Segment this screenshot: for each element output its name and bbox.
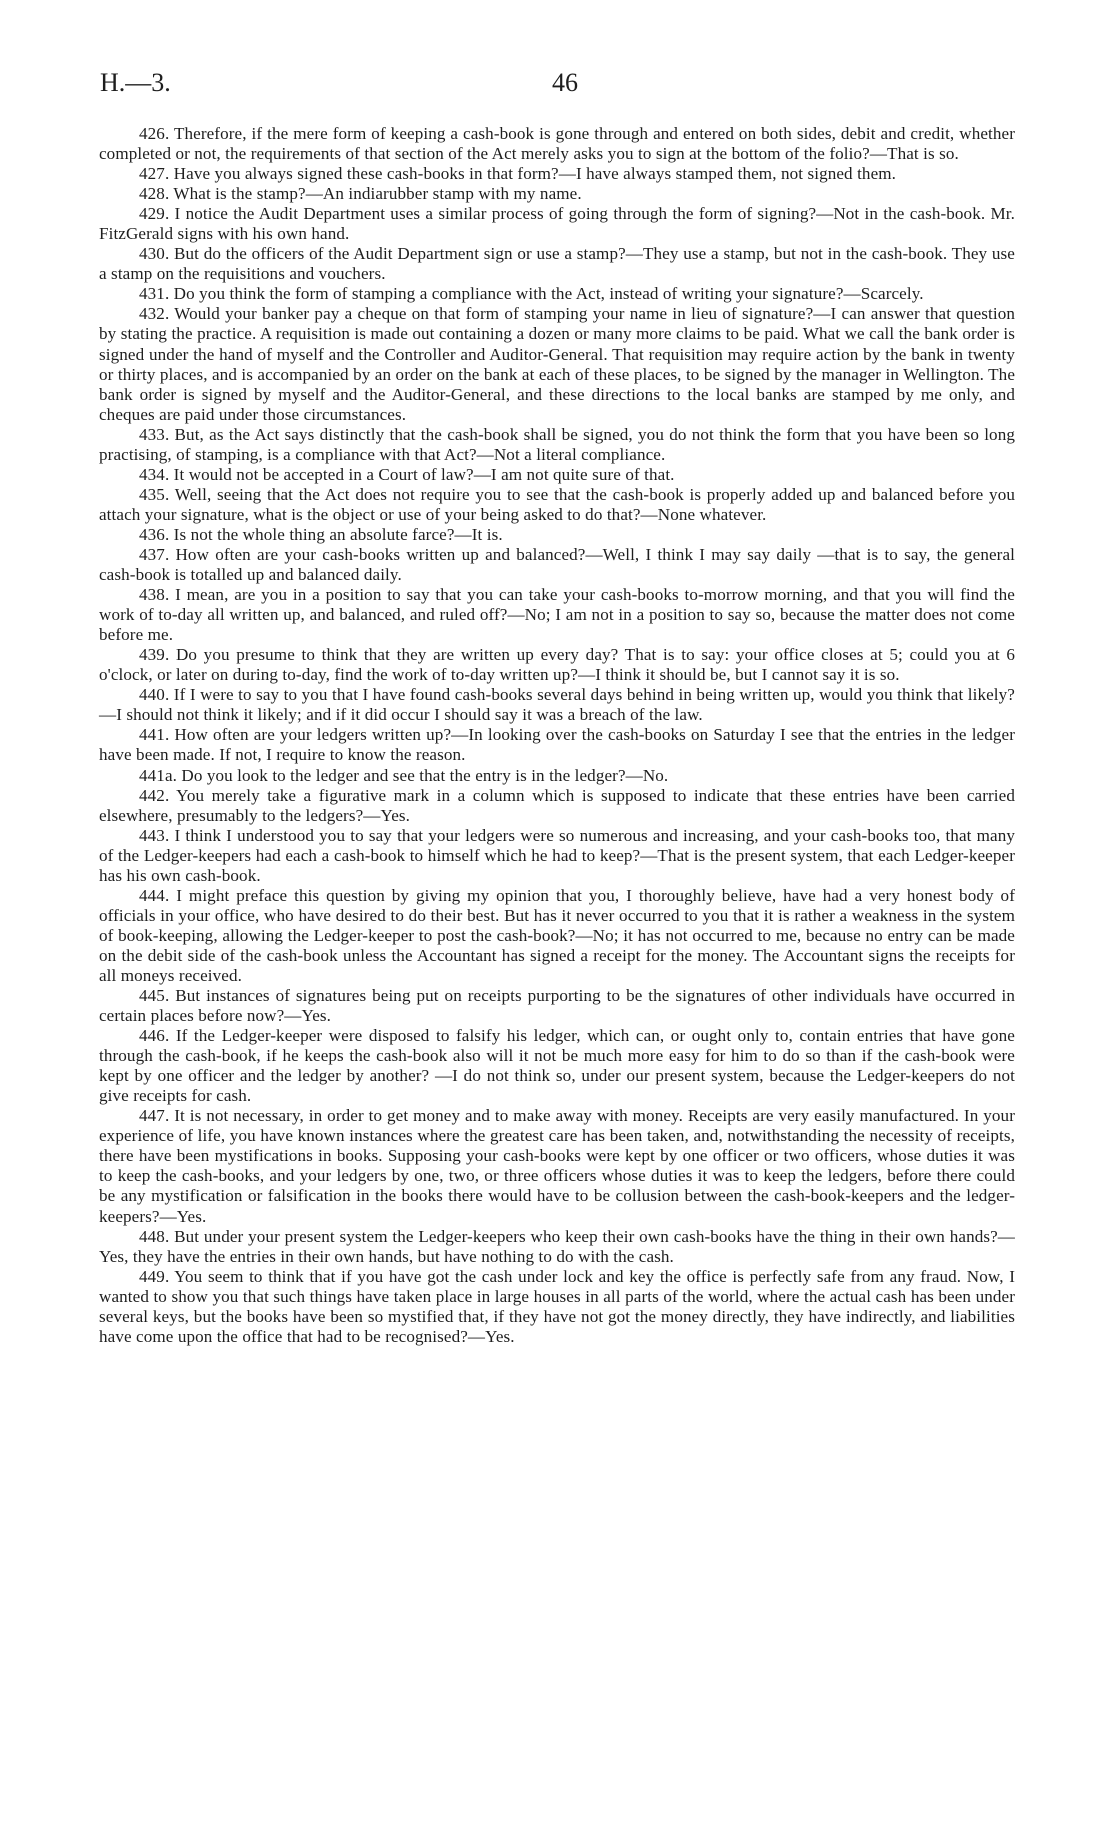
paragraph-434: 434. It would not be accepted in a Court of law?—I am not quite sure of that. (139, 464, 675, 484)
paragraph-437: 437. How often are your cash-books written up and balanced?—Well, I think I may say daily —that is to say, the general cash-book is totalled up and balanced daily. (99, 544, 1015, 585)
paragraph-442: 442. You merely take a figurative mark in a column which is supposed to indicate that these entries have been carried elsewhere, presumably to the ledgers?—Yes. (99, 785, 1015, 825)
paragraph-435: 435. Well, seeing that the Act does not require you to see that the cash-book is properly added up and balanced before you attach your signature, what is the object or use of your being asked to do that?—None whatever. (99, 484, 1015, 524)
paragraph-449: 449. You seem to think that if you have got the cash under lock and key the office is perfectly safe from any fraud. Now, I wanted to show you that such things have taken place in large houses in all parts of the world, where the actual cash has been under several keys, but the books have been so mystified that, if they have not got the money directly, they have indirectly, and liabilities have come upon the office that had to be recognised?—Yes. (99, 1266, 1015, 1346)
paragraph-439: 439. Do you presume to think that they are written up every day? That is to say: your office closes at 5; could you at 6 o'clock, or later on during to-day, find the work of to-day written up?—I think it should be, but I cannot say it is so. (99, 645, 1015, 685)
page-header (100, 68, 1014, 108)
paragraph-428: 428. What is the stamp?—An indiarubber stamp with my name. (139, 184, 582, 204)
paragraph-429: 429. I notice the Audit Department uses a similar process of going through the form of signing?—Not in the cash-book. Mr. FitzGerald signs with his own hand. (99, 204, 1015, 244)
paragraph-431: 431. Do you think the form of stamping a compliance with the Act, instead of writing your signature?—Scarcely. (139, 284, 924, 304)
paragraph-448: 448. But under your present system the Ledger-keepers who keep their own cash-books have the thing in their own hands?—Yes, they have the entries in their own hands, but have nothing to do with the cash. (99, 1226, 1015, 1266)
paragraph-447: 447. It is not necessary, in order to get money and to make away with money. Receipts are very easily manufactured. In your experience of life, you have known instances where the greatest care has been taken, and, notwithstanding the necessity of receipts, there have been mystifications in books. Supposing your cash-books were kept by one officer or two officers, whose duties it was to keep the cash-books, and your ledgers by one, two, or three officers whose duties it was to keep the ledgers, before there could be any mystification or falsification in the books there would have to be collusion between the cash-book-keepers and the ledger-keepers?—Yes. (99, 1106, 1015, 1226)
paragraph-441: 441. How often are your ledgers written up?—In looking over the cash-books on Saturday I see that the entries in the ledger have been made. If not, I require to know the reason. (99, 725, 1015, 765)
paragraph-433: 433. But, as the Act says distinctly that the cash-book shall be signed, you do not think the form that you have been so long practising, of stamping, is a compliance with that Act?—Not a literal compliance. (99, 424, 1015, 464)
paragraph-438: 438. I mean, are you in a position to say that you can take your cash-books to-morrow morning, and that you will find the work of to-day all written up, and balanced, and ruled off?—No; I am not in a position to say so, because the matter does not come before me. (99, 585, 1015, 645)
paragraph-444: 444. I might preface this question by giving my opinion that you, I thoroughly believe, have had a very honest body of officials in your office, who have desired to do their best. But has it never occurred to you that it is rather a weakness in the system of book-keeping, allowing the Ledger-keeper to post the cash-book?—No; it has not occurred to me, because no entry can be made on the debit side of the cash-book unless the Accountant has signed a receipt for the money. The Accountant signs the receipts for all moneys received. (99, 885, 1015, 985)
paragraph-443: 443. I think I understood you to say that your ledgers were so numerous and increasing, and your cash-books too, that many of the Ledger-keepers had each a cash-book to himself which he had to keep?—That is the present system, that each Ledger-keeper has his own cash-book. (99, 825, 1015, 885)
paragraph-432: 432. Would your banker pay a cheque on that form of stamping your name in lieu of signature?—I can answer that question by stating the practice. A requisition is made out containing a dozen or many more claims to be paid. What we call the bank order is signed under the hand of myself and the Controller and Auditor-General. That requisition may require action by the bank in twenty or thirty places, and is accompanied by an order on the bank at each of these places, to be signed by the manager in Wellington. The bank order is signed by myself and the Auditor-General, and these directions to the local banks are stamped by me only, and cheques are paid under those circumstances. (99, 304, 1015, 424)
paragraph-445: 445. But instances of signatures being put on receipts purporting to be the signatures of other individuals have occurred in certain places before now?—Yes. (99, 986, 1015, 1026)
page-number: 46 (552, 68, 578, 97)
paragraph-441a: 441a. Do you look to the ledger and see that the entry is in the ledger?—No. (139, 765, 669, 785)
document-reference: H.—3. (100, 68, 171, 97)
paragraph-446: 446. If the Ledger-keeper were disposed to falsify his ledger, which can, or ought only to, contain entries that have gone through the cash-book, if he keeps the cash-book also will it not be much more easy for him to do so than if the cash-book were kept by one officer and the ledger by another? —I do not think so, under our present system, because the Ledger-keepers do not give receipts for cash. (99, 1026, 1015, 1106)
document-body (99, 124, 1015, 1347)
paragraph-440: 440. If I were to say to you that I have found cash-books several days behind in being written up, would you think that likely?—I should not think it likely; and if it did occur I should say it was a breach of the law. (99, 685, 1015, 725)
paragraph-436: 436. Is not the whole thing an absolute farce?—It is. (139, 524, 503, 544)
paragraph-427: 427. Have you always signed these cash-books in that form?—I have always stamped them, not signed them. (139, 164, 897, 184)
paragraph-426: 426. Therefore, if the mere form of keeping a cash-book is gone through and entered on both sides, debit and credit, whether completed or not, the requirements of that section of the Act merely asks you to sign at the bottom of the folio?—That is so. (99, 124, 1015, 164)
paragraph-430: 430. But do the officers of the Audit Department sign or use a stamp?—They use a stamp, but not in the cash-book. They use a stamp on the requisitions and vouchers. (99, 244, 1015, 284)
